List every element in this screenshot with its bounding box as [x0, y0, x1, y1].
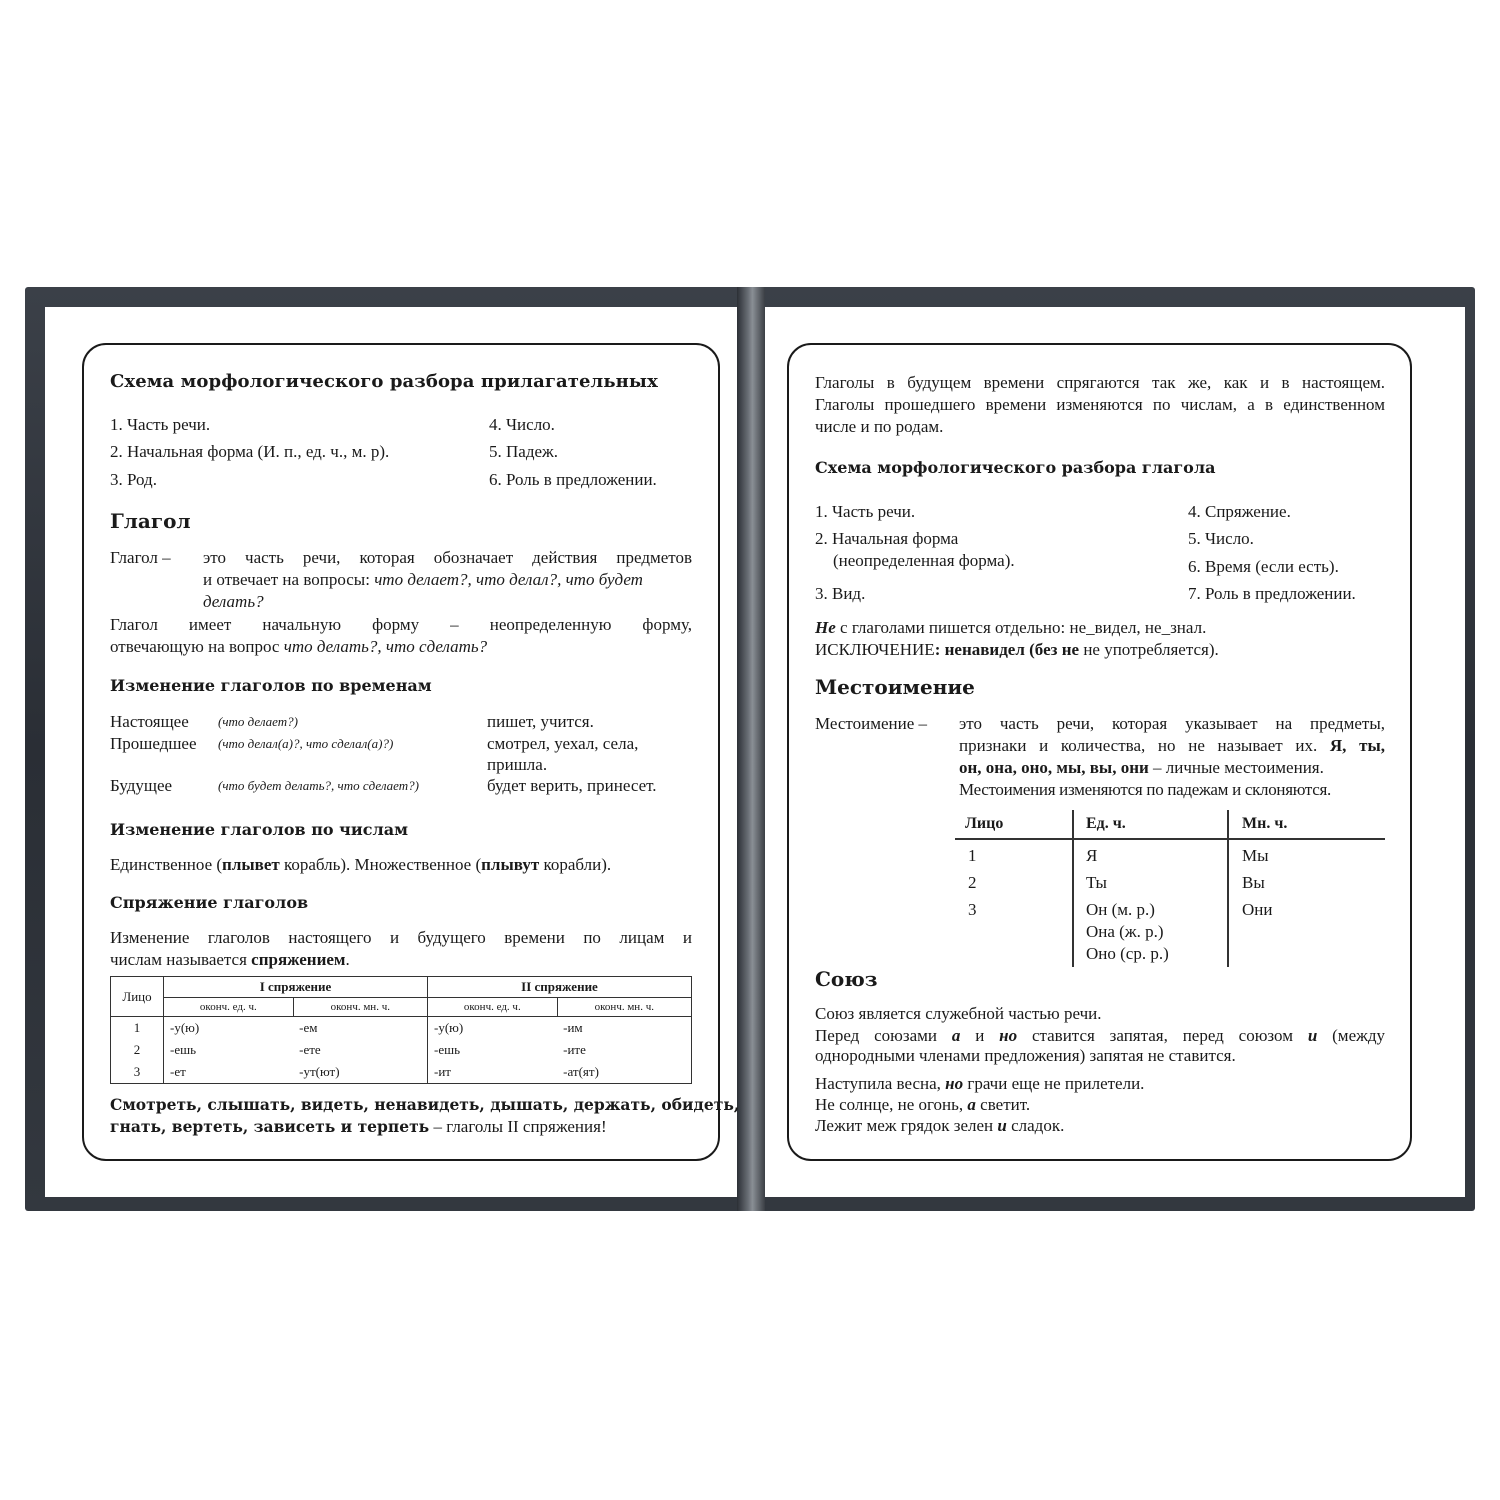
verb-item: (неопределенная форма). — [833, 551, 1015, 570]
table-cell: Вы — [1242, 873, 1265, 892]
verb-inf-line: отвечающую на вопрос что делать?, что сделать? — [110, 637, 488, 656]
adj-item: 2. Начальная форма (И. п., ед. ч., м. р). — [110, 442, 390, 461]
table-row: 3 -ет -ут(ют) -ит -ат(ят) — [111, 1061, 692, 1084]
tense-example: пришла. — [487, 755, 548, 774]
verb-scheme-title: Схема морфологического разбора глагола — [815, 458, 1216, 477]
conjugation-text: Изменение глаголов настоящего и будущего времени по лицам и — [110, 928, 692, 947]
table-subheader: оконч. мн. ч. — [293, 998, 427, 1017]
table-cell: 2 — [968, 873, 977, 892]
adj-item: 4. Число. — [489, 415, 555, 434]
exceptions-line: Смотреть, слышать, видеть, ненавидеть, дышать, держать, обидеть, — [110, 1095, 740, 1114]
adj-item: 1. Часть речи. — [110, 415, 211, 434]
table-row: 2 -ешь -ете -ешь -ите — [111, 1039, 692, 1061]
table-subheader: оконч. ед. ч. — [427, 998, 557, 1017]
table-header: Ед. ч. — [1086, 815, 1126, 832]
table-cell: Они — [1242, 900, 1273, 919]
tense-example: пишет, учится. — [487, 712, 594, 731]
verb-item: 3. Вид. — [815, 584, 866, 603]
table-header: Мн. ч. — [1242, 815, 1288, 832]
table-cell: 3 — [968, 900, 977, 919]
table-divider — [1072, 810, 1074, 967]
future-text: числе и по родам. — [815, 417, 944, 436]
ne-rule: Не с глаголами пишется отдельно: не_видел, не_знал. — [815, 618, 1207, 637]
ne-exception: ИСКЛЮЧЕНИЕ: ненавидел (без не не употребляется). — [815, 640, 1219, 659]
tense-question: (что будет делать?, что сделает?) — [218, 778, 419, 793]
conjugation-text: числам называется спряжением. — [110, 950, 350, 969]
union-text: Перед союзами а и но ставится запятая, перед союзом и (между — [815, 1026, 1386, 1045]
tense-name: Настоящее — [110, 712, 189, 731]
pronoun-def-line: это часть речи, которая указывает на предметы, — [959, 714, 1385, 733]
union-example: Наступила весна, но грачи еще не прилетели. — [815, 1074, 1145, 1093]
table-cell: Ты — [1086, 873, 1107, 892]
tense-name: Будущее — [110, 776, 173, 795]
table-cell: Я — [1086, 846, 1098, 865]
table-subheader: оконч. мн. ч. — [557, 998, 691, 1017]
future-text: Глаголы в будущем времени спрягаются так же, как и в настоящем. — [815, 373, 1385, 392]
adj-item: 6. Роль в предложении. — [489, 470, 657, 489]
number-title: Изменение глаголов по числам — [110, 820, 409, 839]
union-text: однородными членами предложения) запятая не ставится. — [815, 1046, 1236, 1065]
table-cell: 1 — [968, 846, 977, 865]
conjugation-title: Спряжение глаголов — [110, 893, 309, 912]
pronoun-def-line: Местоимения изменяются по падежам и склоняются. — [959, 780, 1331, 799]
union-example: Лежит меж грядок зелен и сладок. — [815, 1116, 1065, 1135]
table-divider — [1227, 810, 1229, 967]
verb-item: 5. Число. — [1188, 529, 1254, 548]
table-cell: Он (м. р.) — [1086, 900, 1155, 919]
verb-definition-line: и отвечает на вопросы: что делает?, что делал?, что будет — [203, 570, 643, 589]
verb-item: 4. Спряжение. — [1188, 502, 1291, 521]
adj-item: 5. Падеж. — [489, 442, 559, 461]
table-header: I спряжение — [164, 977, 428, 998]
verb-item: 6. Время (если есть). — [1188, 557, 1339, 576]
exceptions-line: гнать, вертеть, зависеть и терпеть – глаголы II спряжения! — [110, 1117, 607, 1136]
adj-item: 3. Род. — [110, 470, 157, 489]
tense-question: (что делал(а)?, что сделал(а)?) — [218, 736, 394, 751]
verb-definition-line: делать? — [203, 592, 264, 611]
table-header: II спряжение — [427, 977, 691, 998]
union-title: Союз — [815, 967, 878, 991]
union-text: Союз является служебной частью речи. — [815, 1004, 1102, 1023]
verb-item: 1. Часть речи. — [815, 502, 916, 521]
number-text: Единственное (плывет корабль). Множественное (плывут корабли). — [110, 855, 612, 874]
verb-section-title: Глагол — [110, 509, 191, 533]
pronoun-term: Местоимение – — [815, 714, 928, 733]
table-cell: Оно (ср. р.) — [1086, 944, 1169, 963]
verb-inf-line: Глагол имеет начальную форму – неопределенную форму, — [110, 615, 692, 634]
book-spine — [737, 287, 765, 1211]
conjugation-table — [110, 976, 692, 1084]
tense-question: (что делает?) — [218, 714, 298, 729]
tense-name: Прошедшее — [110, 734, 197, 753]
verb-item: 7. Роль в предложении. — [1188, 584, 1356, 603]
table-cell: Она (ж. р.) — [1086, 922, 1164, 941]
pronoun-def-line: он, она, оно, мы, вы, они – личные местоимения. — [959, 758, 1324, 777]
verb-definition-line: это часть речи, которая обозначает действия предметов — [203, 548, 692, 567]
tense-example: будет верить, принесет. — [487, 776, 657, 795]
table-header: Лицо — [965, 815, 1004, 832]
tense-example: смотрел, уехал, села, — [487, 734, 639, 753]
future-text: Глаголы прошедшего времени изменяются по числам, а в единственном — [815, 395, 1385, 414]
union-example: Не солнце, не огонь, а светит. — [815, 1095, 1031, 1114]
pronoun-title: Местоимение — [815, 675, 975, 699]
verb-item: 2. Начальная форма — [815, 529, 959, 548]
table-cell: Мы — [1242, 846, 1269, 865]
pronoun-def-line: признаки и количества, но не называет их. Я, ты, — [959, 736, 1385, 755]
verb-definition-term: Глагол – — [110, 548, 171, 567]
table-subheader: оконч. ед. ч. — [164, 998, 294, 1017]
table-row: 1 -у(ю) -ем -у(ю) -им — [111, 1017, 692, 1040]
tense-title: Изменение глаголов по временам — [110, 676, 432, 695]
adj-scheme-title: Схема морфологического разбора прилагательных — [110, 371, 658, 392]
table-divider — [955, 838, 1385, 840]
table-header: Лицо — [111, 977, 164, 1017]
